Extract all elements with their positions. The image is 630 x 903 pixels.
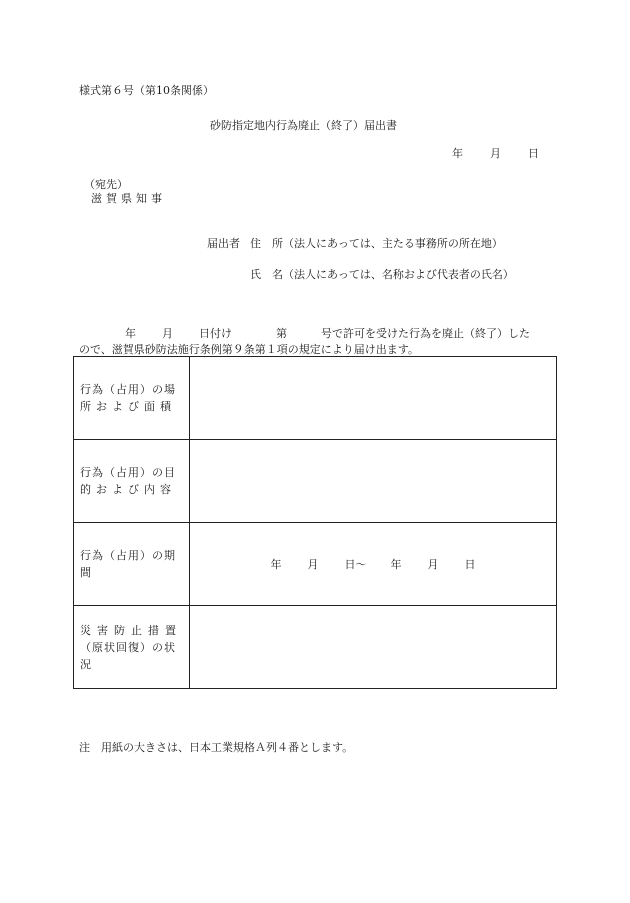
- period-label: 行為（占用）の期 間: [74, 523, 190, 606]
- period-field[interactable]: [190, 523, 557, 606]
- location-area-label: 行為（占用）の場 所および面積: [74, 357, 190, 440]
- body-text-line1: [125, 325, 530, 341]
- document-title: 砂防指定地内行為廃止（終了）届出書: [210, 119, 397, 132]
- date-day-label: 日: [528, 147, 539, 160]
- purpose-content-label: 行為（占用）の目 的および内容: [74, 440, 190, 523]
- permit-year-label: 年: [125, 327, 136, 340]
- permit-number-prefix: 第: [276, 327, 287, 340]
- date-year-label: 年: [452, 147, 463, 160]
- permit-month-label: 月: [162, 327, 173, 340]
- table-row: [74, 523, 557, 606]
- table-row: [74, 440, 557, 523]
- footnote: 注 用紙の大きさは、日本工業規格Ａ列４番とします。: [79, 741, 354, 754]
- disaster-prevention-field[interactable]: [190, 606, 557, 689]
- filer-label: 届出者: [207, 237, 240, 250]
- filer-name-label: 氏 名（法人にあっては、名称および代表者の氏名）: [250, 268, 514, 281]
- location-area-field[interactable]: [190, 357, 557, 440]
- date-month-label: 月: [490, 147, 501, 160]
- form-number: 様式第６号（第10条関係）: [79, 84, 214, 97]
- body-text-line1-rest: 号で許可を受けた行為を廃止（終了）した: [321, 327, 530, 340]
- permit-date-suffix: 日付け: [199, 327, 232, 340]
- disaster-prevention-label: 災害防止措置 （原状回復）の状 況: [74, 606, 190, 689]
- submission-date: [452, 145, 539, 161]
- table-row: [74, 606, 557, 689]
- body-text-line2: ので、滋賀県砂防法施行条例第９条第１項の規定により届け出ます。: [79, 343, 419, 356]
- purpose-content-field[interactable]: [190, 440, 557, 523]
- addressee-label: （宛先）: [84, 178, 128, 191]
- table-row: [74, 357, 557, 440]
- period-text: 年 月 日〜 年 月 日: [270, 558, 476, 571]
- filer-address-label: 住 所（法人にあっては、主たる事務所の所在地）: [250, 237, 503, 250]
- notification-table: [73, 356, 557, 689]
- addressee-name: 滋賀県知事: [91, 192, 166, 205]
